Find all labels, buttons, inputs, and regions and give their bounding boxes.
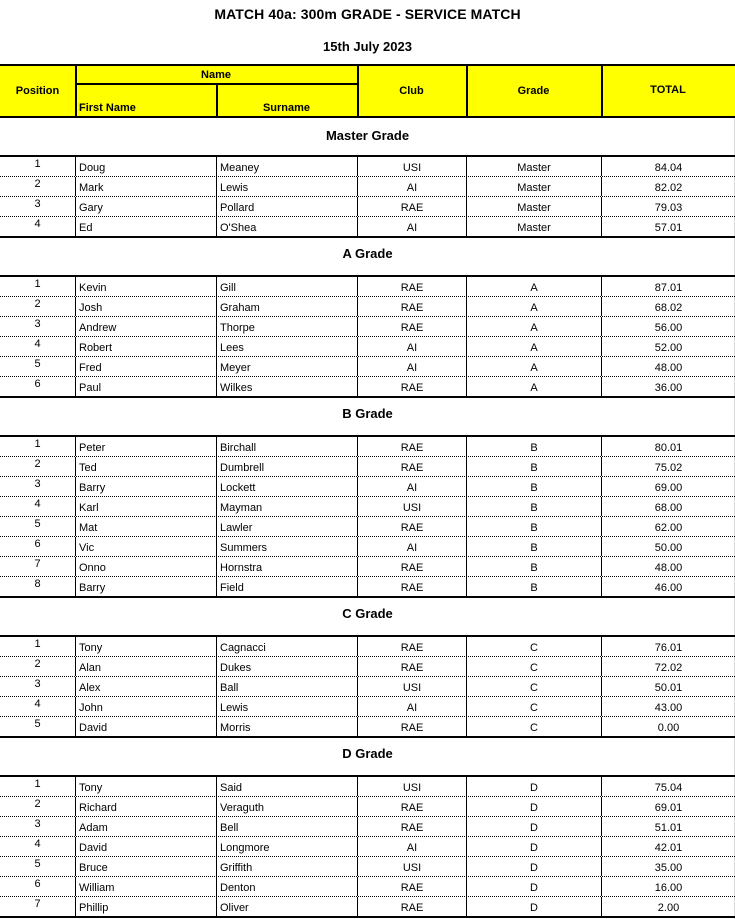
cell-club: RAE [357, 577, 466, 596]
cell-surname: Morris [216, 717, 357, 736]
header-position: Position [15, 85, 60, 97]
cell-position: 7 [34, 558, 41, 570]
cell-first-name: Tony [75, 777, 216, 796]
cell-surname: Veraguth [216, 797, 357, 816]
cell-surname: Field [216, 577, 357, 596]
cell-club: RAE [357, 557, 466, 576]
cell-surname: Griffith [216, 857, 357, 876]
section-title: D Grade [342, 746, 393, 761]
table-row [0, 437, 735, 456]
table-row [0, 716, 735, 736]
cell-total: 68.02 [601, 297, 735, 316]
cell-grade: A [466, 277, 601, 296]
cell-club: USI [357, 157, 466, 176]
cell-total: 87.01 [601, 277, 735, 296]
cell-total: 43.00 [601, 697, 735, 716]
cell-first-name: Phillip [75, 897, 216, 916]
cell-position: 1 [34, 278, 41, 290]
cell-surname: Wilkes [216, 377, 357, 396]
table-row [0, 516, 735, 536]
cell-grade: Master [466, 177, 601, 196]
cell-total: 2.00 [601, 897, 735, 916]
cell-first-name: Adam [75, 817, 216, 836]
cell-surname: Said [216, 777, 357, 796]
cell-club: RAE [357, 317, 466, 336]
section-title: C Grade [342, 606, 393, 621]
cell-surname: Longmore [216, 837, 357, 856]
cell-surname: Graham [216, 297, 357, 316]
cell-grade: B [466, 477, 601, 496]
table-row [0, 696, 735, 716]
table-row [0, 637, 735, 656]
cell-position: 4 [34, 218, 41, 230]
cell-position: 4 [34, 498, 41, 510]
cell-total: 62.00 [601, 517, 735, 536]
cell-position: 1 [34, 638, 41, 650]
section-title: Master Grade [325, 128, 410, 143]
cell-position: 4 [34, 838, 41, 850]
cell-club: RAE [357, 897, 466, 916]
cell-first-name: Paul [75, 377, 216, 396]
cell-position: 2 [34, 458, 41, 470]
cell-first-name: John [75, 697, 216, 716]
cell-position: 6 [34, 878, 41, 890]
cell-first-name: Onno [75, 557, 216, 576]
table-row [0, 476, 735, 496]
cell-surname: Lockett [216, 477, 357, 496]
cell-club: RAE [357, 877, 466, 896]
cell-surname: Dumbrell [216, 457, 357, 476]
cell-surname: Birchall [216, 437, 357, 456]
match-date: 15th July 2023 [323, 39, 412, 54]
cell-first-name: Ted [75, 457, 216, 476]
table-row [0, 896, 735, 916]
results-table [0, 435, 735, 598]
cell-club: USI [357, 777, 466, 796]
table-row [0, 777, 735, 796]
cell-surname: Lewis [216, 697, 357, 716]
table-row [0, 676, 735, 696]
table-row [0, 816, 735, 836]
cell-surname: Mayman [216, 497, 357, 516]
cell-position: 5 [34, 858, 41, 870]
cell-first-name: Fred [75, 357, 216, 376]
cell-position: 2 [34, 178, 41, 190]
cell-grade: C [466, 677, 601, 696]
cell-position: 5 [34, 358, 41, 370]
cell-first-name: Mark [75, 177, 216, 196]
cell-surname: Lewis [216, 177, 357, 196]
cell-position: 3 [34, 818, 41, 830]
cell-grade: C [466, 637, 601, 656]
cell-position: 3 [34, 478, 41, 490]
cell-first-name: Josh [75, 297, 216, 316]
cell-surname: Dukes [216, 657, 357, 676]
cell-grade: D [466, 817, 601, 836]
cell-position: 4 [34, 698, 41, 710]
cell-grade: Master [466, 157, 601, 176]
cell-club: AI [357, 697, 466, 716]
cell-total: 82.02 [601, 177, 735, 196]
cell-club: RAE [357, 657, 466, 676]
cell-total: 35.00 [601, 857, 735, 876]
cell-club: RAE [357, 197, 466, 216]
cell-total: 57.01 [601, 217, 735, 236]
table-header [0, 64, 735, 118]
cell-club: RAE [357, 637, 466, 656]
table-row [0, 836, 735, 856]
cell-grade: D [466, 777, 601, 796]
table-row [0, 536, 735, 556]
cell-first-name: Gary [75, 197, 216, 216]
cell-surname: Lees [216, 337, 357, 356]
cell-surname: Meyer [216, 357, 357, 376]
cell-club: AI [357, 477, 466, 496]
cell-club: RAE [357, 817, 466, 836]
section-title: B Grade [342, 406, 393, 421]
cell-first-name: Mat [75, 517, 216, 536]
cell-first-name: Peter [75, 437, 216, 456]
results-table [0, 155, 735, 238]
cell-position: 1 [34, 438, 41, 450]
table-row [0, 456, 735, 476]
cell-position: 6 [34, 378, 41, 390]
cell-position: 7 [34, 898, 41, 910]
cell-surname: Oliver [216, 897, 357, 916]
cell-club: RAE [357, 717, 466, 736]
cell-position: 2 [34, 298, 41, 310]
header-first-name: First Name [79, 102, 136, 114]
cell-total: 76.01 [601, 637, 735, 656]
cell-total: 51.01 [601, 817, 735, 836]
cell-first-name: Alan [75, 657, 216, 676]
cell-first-name: Andrew [75, 317, 216, 336]
cell-grade: C [466, 717, 601, 736]
cell-grade: D [466, 797, 601, 816]
cell-grade: Master [466, 217, 601, 236]
cell-surname: Denton [216, 877, 357, 896]
cell-total: 50.01 [601, 677, 735, 696]
cell-position: 8 [34, 578, 41, 590]
header-total: TOTAL [650, 84, 686, 96]
cell-first-name: Ed [75, 217, 216, 236]
cell-total: 42.01 [601, 837, 735, 856]
table-row [0, 876, 735, 896]
cell-surname: Summers [216, 537, 357, 556]
cell-grade: A [466, 317, 601, 336]
cell-club: AI [357, 177, 466, 196]
cell-surname: Thorpe [216, 317, 357, 336]
header-grade: Grade [517, 85, 550, 97]
table-row [0, 296, 735, 316]
table-row [0, 277, 735, 296]
cell-club: RAE [357, 277, 466, 296]
header-surname: Surname [262, 102, 311, 114]
cell-position: 4 [34, 338, 41, 350]
cell-first-name: Richard [75, 797, 216, 816]
cell-club: RAE [357, 297, 466, 316]
cell-grade: A [466, 377, 601, 396]
cell-first-name: Karl [75, 497, 216, 516]
cell-first-name: Bruce [75, 857, 216, 876]
cell-first-name: Alex [75, 677, 216, 696]
cell-club: RAE [357, 797, 466, 816]
cell-grade: B [466, 557, 601, 576]
header-name: Name [201, 69, 231, 81]
cell-surname: O'Shea [216, 217, 357, 236]
cell-position: 1 [34, 778, 41, 790]
cell-grade: D [466, 877, 601, 896]
table-row [0, 656, 735, 676]
cell-first-name: David [75, 717, 216, 736]
table-row [0, 376, 735, 396]
cell-position: 2 [34, 798, 41, 810]
cell-position: 2 [34, 658, 41, 670]
cell-total: 36.00 [601, 377, 735, 396]
table-row [0, 856, 735, 876]
results-table [0, 275, 735, 398]
cell-total: 68.00 [601, 497, 735, 516]
cell-total: 16.00 [601, 877, 735, 896]
table-row [0, 316, 735, 336]
cell-surname: Bell [216, 817, 357, 836]
cell-total: 48.00 [601, 557, 735, 576]
table-row [0, 576, 735, 596]
cell-total: 84.04 [601, 157, 735, 176]
cell-first-name: Barry [75, 577, 216, 596]
cell-grade: D [466, 837, 601, 856]
cell-total: 56.00 [601, 317, 735, 336]
cell-total: 48.00 [601, 357, 735, 376]
cell-club: USI [357, 857, 466, 876]
cell-grade: C [466, 657, 601, 676]
document-title: MATCH 40a: 300m GRADE - SERVICE MATCH [214, 6, 521, 22]
cell-first-name: Robert [75, 337, 216, 356]
table-row [0, 556, 735, 576]
cell-grade: D [466, 897, 601, 916]
cell-surname: Hornstra [216, 557, 357, 576]
cell-total: 80.01 [601, 437, 735, 456]
cell-surname: Cagnacci [216, 637, 357, 656]
cell-first-name: Kevin [75, 277, 216, 296]
cell-total: 75.04 [601, 777, 735, 796]
cell-club: AI [357, 537, 466, 556]
cell-club: USI [357, 677, 466, 696]
cell-grade: A [466, 357, 601, 376]
cell-club: AI [357, 357, 466, 376]
cell-first-name: Tony [75, 637, 216, 656]
cell-first-name: David [75, 837, 216, 856]
table-row [0, 796, 735, 816]
results-table [0, 775, 735, 918]
cell-grade: B [466, 437, 601, 456]
cell-grade: B [466, 497, 601, 516]
cell-grade: B [466, 537, 601, 556]
table-row [0, 496, 735, 516]
cell-total: 69.01 [601, 797, 735, 816]
cell-position: 3 [34, 198, 41, 210]
cell-position: 6 [34, 538, 41, 550]
cell-surname: Gill [216, 277, 357, 296]
cell-club: AI [357, 217, 466, 236]
cell-surname: Meaney [216, 157, 357, 176]
cell-total: 72.02 [601, 657, 735, 676]
results-table [0, 635, 735, 738]
table-row [0, 336, 735, 356]
cell-position: 5 [34, 718, 41, 730]
cell-first-name: Barry [75, 477, 216, 496]
table-row [0, 216, 735, 236]
table-row [0, 196, 735, 216]
cell-position: 5 [34, 518, 41, 530]
section-title: A Grade [342, 246, 393, 261]
cell-grade: B [466, 577, 601, 596]
cell-club: AI [357, 837, 466, 856]
cell-club: RAE [357, 377, 466, 396]
cell-grade: D [466, 857, 601, 876]
cell-first-name: Vic [75, 537, 216, 556]
cell-position: 3 [34, 678, 41, 690]
cell-total: 69.00 [601, 477, 735, 496]
cell-club: USI [357, 497, 466, 516]
table-row [0, 176, 735, 196]
cell-grade: B [466, 517, 601, 536]
cell-grade: A [466, 297, 601, 316]
cell-total: 46.00 [601, 577, 735, 596]
cell-total: 79.03 [601, 197, 735, 216]
cell-first-name: William [75, 877, 216, 896]
cell-total: 75.02 [601, 457, 735, 476]
table-row [0, 356, 735, 376]
cell-surname: Lawler [216, 517, 357, 536]
cell-total: 50.00 [601, 537, 735, 556]
cell-club: RAE [357, 457, 466, 476]
cell-total: 0.00 [601, 717, 735, 736]
header-club: Club [399, 85, 424, 97]
cell-first-name: Doug [75, 157, 216, 176]
cell-club: AI [357, 337, 466, 356]
cell-position: 1 [34, 158, 41, 170]
cell-total: 52.00 [601, 337, 735, 356]
cell-club: RAE [357, 437, 466, 456]
cell-surname: Ball [216, 677, 357, 696]
cell-grade: C [466, 697, 601, 716]
table-row [0, 157, 735, 176]
cell-grade: B [466, 457, 601, 476]
cell-surname: Pollard [216, 197, 357, 216]
cell-grade: A [466, 337, 601, 356]
cell-club: RAE [357, 517, 466, 536]
cell-position: 3 [34, 318, 41, 330]
cell-grade: Master [466, 197, 601, 216]
